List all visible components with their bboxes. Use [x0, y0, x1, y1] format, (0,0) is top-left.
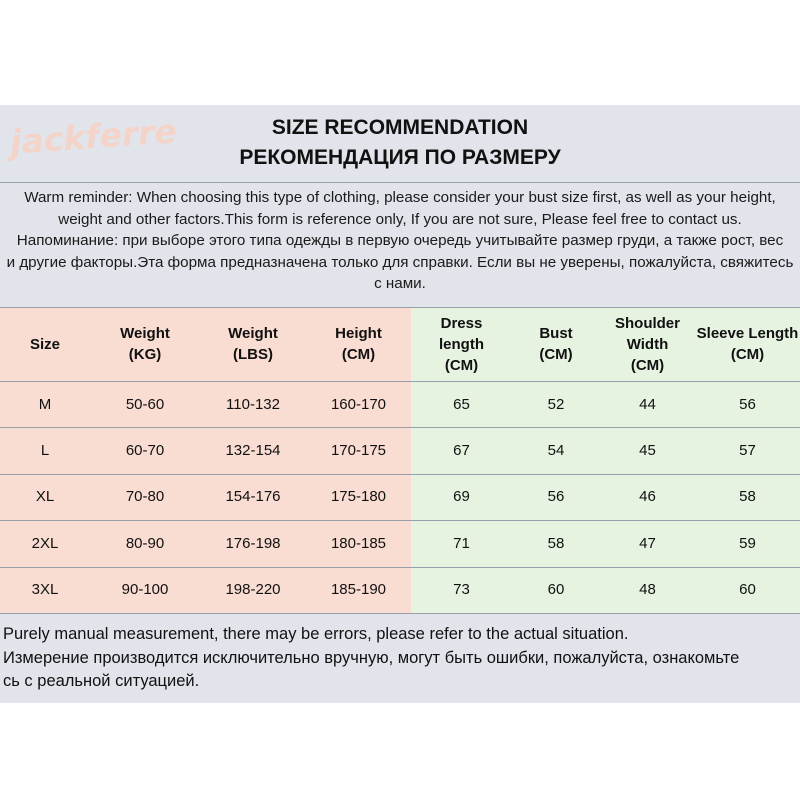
header-text: (CM) — [341, 346, 376, 363]
header-text: Weight — [228, 325, 278, 342]
table-cell: 56 — [547, 488, 565, 506]
measurement-disclaimer — [3, 623, 800, 694]
size-chart-sheet — [0, 105, 800, 703]
header-text: Width — [626, 335, 669, 353]
column-header — [695, 307, 800, 381]
table-cell: 57 — [739, 442, 756, 460]
table-cell: 45 — [639, 442, 656, 460]
brand-logo: jackferre — [8, 111, 178, 162]
table-cell: 48 — [639, 581, 656, 599]
table-cell: 198-220 — [225, 581, 281, 599]
column-header — [600, 307, 695, 381]
header-text: (LBS) — [233, 346, 273, 363]
column-header — [0, 307, 90, 381]
divider — [0, 182, 800, 183]
table-cell: 58 — [547, 534, 565, 552]
table-cell: 175-180 — [330, 488, 387, 506]
table-cell: 44 — [639, 395, 656, 413]
size-label-cell: L — [40, 442, 50, 460]
table-cell: 60 — [547, 581, 565, 599]
header-text: Height — [335, 325, 382, 342]
notice-line: Напоминание: при выборе этого типа одежды в первую очередь учитывайте размер груди, а также рост, вес — [16, 232, 784, 249]
table-cell: 185-190 — [330, 581, 387, 599]
header-text: (CM) — [630, 356, 665, 374]
size-label-cell: 2XL — [31, 534, 59, 552]
footer-line: Измерение производится исключительно вручную, могут быть ошибки, пожалуйста, ознакомьте — [3, 648, 740, 667]
table-cell: 90-100 — [121, 581, 169, 599]
table-cell: 160-170 — [330, 395, 387, 413]
table-cell: 47 — [639, 534, 656, 552]
notice-line: Warm reminder: When choosing this type of clothing, please consider your bust size first, as well as your height, — [24, 189, 776, 206]
table-cell: 73 — [453, 581, 470, 599]
table-cell: 110-132 — [226, 395, 280, 413]
table-cell: 46 — [639, 488, 656, 506]
table-cell: 54 — [547, 442, 565, 460]
column-header — [306, 307, 411, 381]
table-cell: 70-80 — [125, 488, 165, 506]
table-cell: 67 — [453, 442, 470, 460]
header-text: Bust — [539, 325, 573, 342]
title-english: SIZE RECOMMENDATION — [271, 116, 529, 139]
table-cell: 71 — [453, 534, 470, 552]
table-cell: 59 — [739, 534, 756, 552]
warm-reminder-notice — [0, 187, 800, 295]
table-cell: 176-198 — [225, 534, 281, 552]
table-cell: 58 — [739, 488, 756, 506]
table-cell: 154-176 — [225, 488, 281, 506]
header-text: (CM) — [444, 356, 479, 374]
notice-line: с нами. — [374, 275, 426, 292]
header-text: Dress — [440, 314, 483, 332]
table-cell: 56 — [739, 395, 756, 413]
column-header — [512, 307, 600, 381]
table-cell: 80-90 — [125, 534, 165, 552]
table-cell: 69 — [453, 488, 470, 506]
size-label-cell: XL — [35, 488, 55, 506]
header-text: Sleeve Length — [696, 325, 799, 342]
title-russian: РЕКОМЕНДАЦИЯ ПО РАЗМЕРУ — [239, 146, 561, 169]
footer-line: сь с реальной ситуацией. — [3, 672, 200, 690]
header-text: Weight — [120, 325, 170, 342]
notice-line: и другие факторы.Эта форма предназначена только для справки. Если вы не уверены, пожалуйста, свяжитесь — [6, 253, 794, 271]
header-text: (CM) — [539, 346, 573, 363]
table-cell: 65 — [453, 395, 470, 413]
header-text: Shoulder — [614, 314, 680, 332]
size-label-cell: 3XL — [31, 581, 59, 599]
header-text: Size — [29, 335, 60, 353]
column-header — [200, 307, 306, 381]
table-cell: 170-175 — [330, 442, 387, 460]
table-cell: 60 — [739, 581, 756, 599]
header-text: (KG) — [128, 346, 162, 363]
footer-line: Purely manual measurement, there may be errors, please refer to the actual situation. — [3, 625, 629, 643]
size-label-cell: M — [38, 395, 52, 413]
header — [0, 105, 800, 182]
row-divider — [0, 613, 800, 614]
table-cell: 60-70 — [125, 442, 165, 460]
table-cell: 180-185 — [330, 534, 387, 552]
header-text: length — [439, 335, 484, 353]
table-cell: 132-154 — [225, 442, 281, 460]
column-header — [411, 307, 512, 381]
notice-line: weight and other factors.This form is reference only, If you are not sure, Please feel free to contact us. — [58, 210, 742, 228]
table-cell: 50-60 — [125, 395, 165, 413]
column-header — [90, 307, 200, 381]
table-cell: 52 — [547, 395, 565, 413]
header-text: (CM) — [730, 346, 765, 363]
